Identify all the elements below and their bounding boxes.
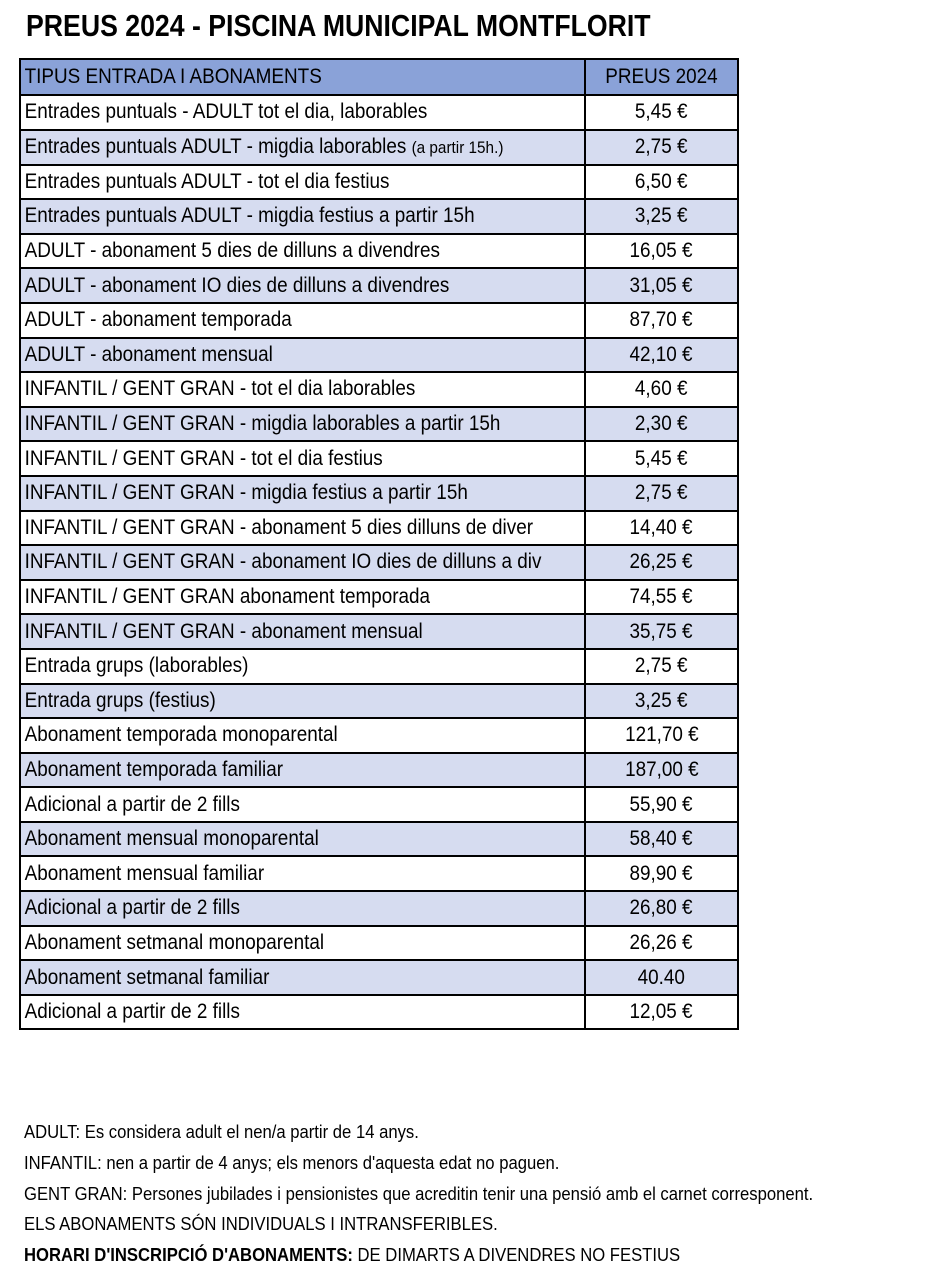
row-label: INFANTIL / GENT GRAN - migdia festius a partir 15h: [20, 476, 585, 511]
price-table-body: [20, 95, 738, 1029]
row-price: 35,75 €: [585, 614, 738, 649]
row-price: 3,25 €: [585, 684, 738, 719]
row-label: Entrada grups (laborables): [20, 649, 585, 684]
note-gent-gran: GENT GRAN: Persones jubilades i pensionistes que acreditin tenir una pensió amb el carnet corresponent.: [24, 1182, 814, 1204]
page-title: PREUS 2024 - PISCINA MUNICIPAL MONTFLORIT: [26, 8, 651, 43]
row-price: 16,05 €: [585, 234, 738, 269]
row-label: Abonament temporada familiar: [20, 753, 585, 788]
row-label: Abonament mensual monoparental: [20, 822, 585, 857]
row-label: ADULT - abonament 5 dies de dilluns a divendres: [20, 234, 585, 269]
row-price: 26,26 €: [585, 926, 738, 961]
row-label: INFANTIL / GENT GRAN - abonament mensual: [20, 614, 585, 649]
table-row: [20, 234, 738, 269]
table-row: [20, 718, 738, 753]
row-price: 40.40: [585, 960, 738, 995]
table-row: [20, 684, 738, 719]
row-price: 74,55 €: [585, 580, 738, 615]
table-row: [20, 303, 738, 338]
notes-section: [24, 1117, 901, 1271]
row-label: Entrades puntuals ADULT - tot el dia festius: [20, 165, 585, 200]
row-label: INFANTIL / GENT GRAN abonament temporada: [20, 580, 585, 615]
row-price: 89,90 €: [585, 856, 738, 891]
table-row: [20, 476, 738, 511]
table-row: [20, 580, 738, 615]
row-label: Adicional a partir de 2 fills: [20, 891, 585, 926]
table-row: [20, 787, 738, 822]
note-horari-label: HORARI D'INSCRIPCIÓ D'ABONAMENTS:: [24, 1244, 353, 1266]
row-price: 5,45 €: [585, 441, 738, 476]
row-price: 3,25 €: [585, 199, 738, 234]
row-label: Abonament setmanal monoparental: [20, 926, 585, 961]
row-price: 2,75 €: [585, 649, 738, 684]
row-label: Adicional a partir de 2 fills: [20, 787, 585, 822]
row-price: 14,40 €: [585, 511, 738, 546]
row-label: ADULT - abonament temporada: [20, 303, 585, 338]
table-row: [20, 856, 738, 891]
row-label: Entrades puntuals - ADULT tot el dia, laborables: [20, 95, 585, 130]
row-label: Entrades puntuals ADULT - migdia laborables (a partir 15h.): [20, 130, 585, 165]
row-label: ADULT - abonament mensual: [20, 338, 585, 373]
table-row: [20, 960, 738, 995]
row-price: 26,25 €: [585, 545, 738, 580]
table-row: [20, 753, 738, 788]
row-label: INFANTIL / GENT GRAN - tot el dia festius: [20, 441, 585, 476]
row-price: 58,40 €: [585, 822, 738, 857]
row-price: 42,10 €: [585, 338, 738, 373]
row-price: 6,50 €: [585, 165, 738, 200]
row-label: INFANTIL / GENT GRAN - migdia laborables a partir 15h: [20, 407, 585, 442]
row-price: 2,75 €: [585, 130, 738, 165]
table-row: [20, 649, 738, 684]
price-table: [19, 58, 739, 1030]
row-price: 187,00 €: [585, 753, 738, 788]
row-price: 2,75 €: [585, 476, 738, 511]
note-individuals: ELS ABONAMENTS SÓN INDIVIDUALS I INTRANSFERIBLES.: [24, 1213, 498, 1235]
table-row: [20, 95, 738, 130]
row-price: 12,05 €: [585, 995, 738, 1030]
row-price: 4,60 €: [585, 372, 738, 407]
table-row: [20, 268, 738, 303]
note-infantil: INFANTIL: nen a partir de 4 anys; els menors d'aquesta edat no paguen.: [24, 1151, 560, 1173]
row-label: Adicional a partir de 2 fills: [20, 995, 585, 1030]
row-label: INFANTIL / GENT GRAN - abonament IO dies de dilluns a div: [20, 545, 585, 580]
row-price: 87,70 €: [585, 303, 738, 338]
table-row: [20, 891, 738, 926]
row-label: Abonament temporada monoparental: [20, 718, 585, 753]
row-price: 31,05 €: [585, 268, 738, 303]
table-row: [20, 338, 738, 373]
row-price: 121,70 €: [585, 718, 738, 753]
row-label: ADULT - abonament IO dies de dilluns a divendres: [20, 268, 585, 303]
row-label: Entrades puntuals ADULT - migdia festius a partir 15h: [20, 199, 585, 234]
row-price: 2,30 €: [585, 407, 738, 442]
note-horari-value: DE DIMARTS A DIVENDRES NO FESTIUS: [352, 1244, 681, 1266]
table-row: [20, 407, 738, 442]
row-price: 26,80 €: [585, 891, 738, 926]
row-price: 55,90 €: [585, 787, 738, 822]
row-price: 5,45 €: [585, 95, 738, 130]
column-header-price: PREUS 2024: [585, 59, 738, 95]
column-header-type: TIPUS ENTRADA I ABONAMENTS: [20, 59, 585, 95]
note-adult: ADULT: Es considera adult el nen/a partir de 14 anys.: [24, 1121, 419, 1142]
row-label: Abonament mensual familiar: [20, 856, 585, 891]
row-label: INFANTIL / GENT GRAN - tot el dia laborables: [20, 372, 585, 407]
table-row: [20, 822, 738, 857]
table-row: [20, 926, 738, 961]
table-row: [20, 165, 738, 200]
table-row: [20, 199, 738, 234]
row-label: INFANTIL / GENT GRAN - abonament 5 dies dilluns de diver: [20, 511, 585, 546]
note-horari: [24, 1240, 813, 1271]
table-header-row: [20, 59, 738, 95]
table-row: [20, 441, 738, 476]
table-row: [20, 545, 738, 580]
table-row: [20, 372, 738, 407]
table-row: [20, 511, 738, 546]
row-label: Entrada grups (festius): [20, 684, 585, 719]
table-row: [20, 614, 738, 649]
row-label: Abonament setmanal familiar: [20, 960, 585, 995]
table-row: [20, 995, 738, 1030]
table-row: [20, 130, 738, 165]
